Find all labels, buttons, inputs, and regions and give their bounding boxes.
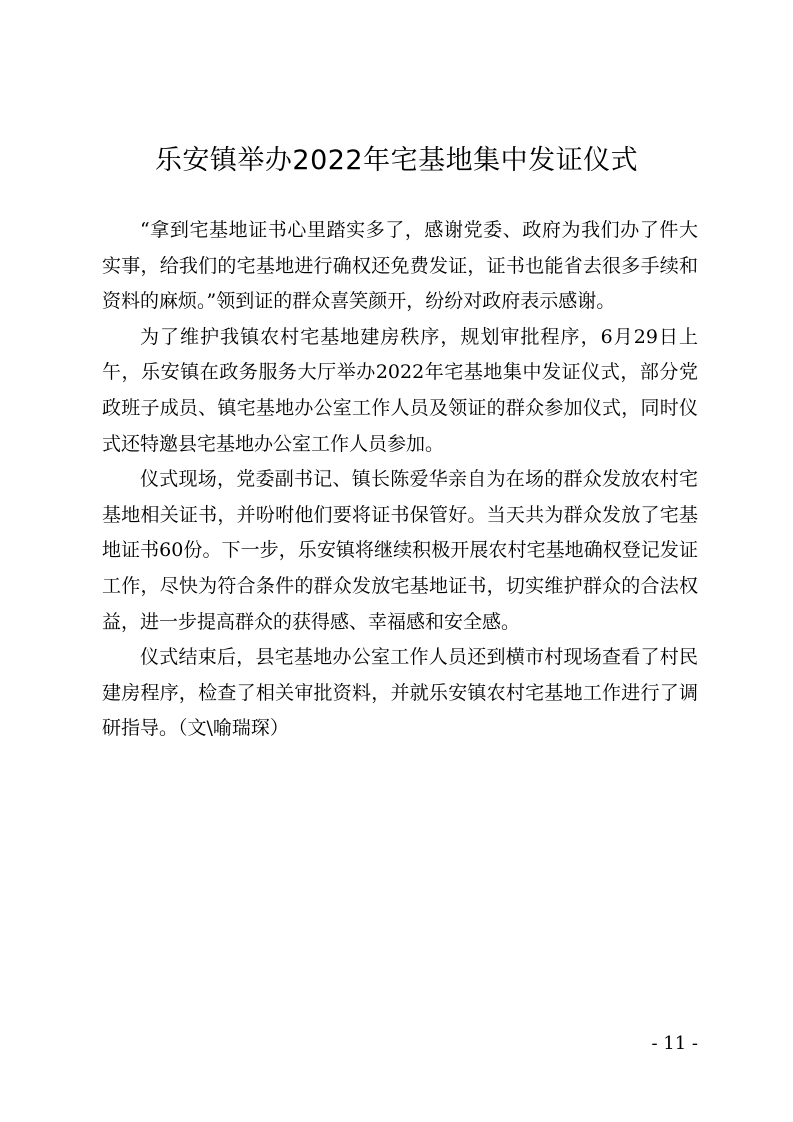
paragraph-1: “拿到宅基地证书心里踏实多了，感谢党委、政府为我们办了件大实事，给我们的宅基地进行确权还免费发证，证书也能省去很多手续和资料的麻烦。”领到证的群众喜笑颜开，纷纷对政府表示感谢。: [102, 219, 698, 313]
paragraph-3: 仪式现场，党委副书记、镇长陈爱华亲自为在场的群众发放农村宅基地相关证书，并吩咐他们要将证书保管好。当天共为群众发放了宅基地证书60份。下一步，乐安镇将继续积极开展农村宅基地确权登记发证工作，尽快为符合条件的群众发放宅基地证书，切实维护群众的合法权益，进一步提高群众的获得感、幸福感和安全感。: [102, 468, 698, 633]
page-number: - 11 -: [651, 1033, 698, 1054]
document-title: 乐安镇举办2022年宅基地集中发证仪式: [154, 145, 639, 176]
paragraph-2: 为了维护我镇农村宅基地建房秩序，规划审批程序，6月29日上午，乐安镇在政务服务大厅举办2022年宅基地集中发证仪式，部分党政班子成员、镇宅基地办公室工作人员及领证的群众参加仪式，同时仪式还特邀县宅基地办公室工作人员参加。: [102, 325, 698, 455]
paragraph-4: 仪式结束后，县宅基地办公室工作人员还到横市村现场查看了村民建房程序，检查了相关审批资料，并就乐安镇农村宅基地工作进行了调研指导。（文\喻瑞琛）: [102, 646, 698, 740]
article-body: [102, 213, 698, 747]
